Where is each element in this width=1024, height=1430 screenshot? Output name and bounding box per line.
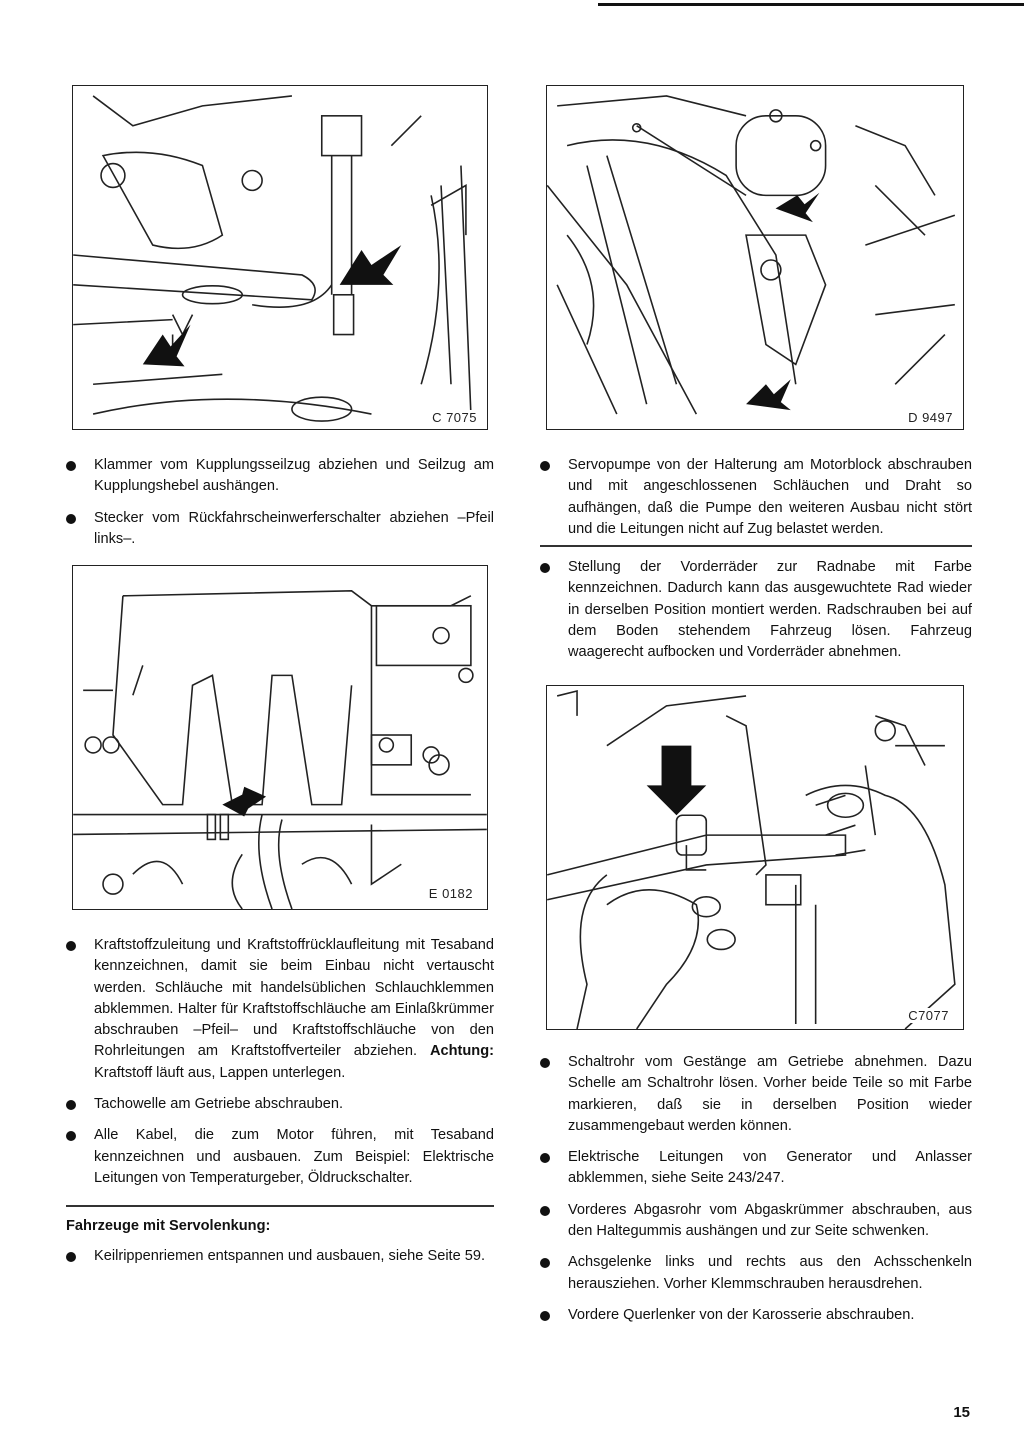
- right-text-block-2: [540, 557, 972, 663]
- list-item: Kraftstoffzuleitung und Kraftstoffrücklaufleitung mit Tesaband kennzeichnen, damit sie beim Einbau nicht vertauscht werden. Schläuche mit handelsüblichen Schlauchklemmen abklemmen. Halter für Kraftstoffschläuche am Einlaßkrümmer abschrauben –Pfeil– und Kraftstoffschläuche von den Rohrleitungen am Kraftstoffverteiler abziehen. Achtung: Kraftstoff läuft aus, Lappen unterlegen.: [66, 935, 494, 1084]
- bullet-icon: [540, 1258, 550, 1268]
- list-item: Keilrippenriemen entspannen und ausbauen, siehe Seite 59.: [66, 1246, 494, 1267]
- list-item: Servopumpe von der Halterung am Motorblock abschrauben und mit angeschlossenen Schläuchen und Draht so aufhängen, daß die Pumpe den weiteren Ausbau nicht stört und die Leitungen nicht auf Zug belastet werden.: [540, 455, 972, 540]
- section-heading: Fahrzeuge mit Servolenkung:: [66, 1218, 271, 1234]
- bullet-icon: [540, 1206, 550, 1216]
- list-item: Achsgelenke links und rechts aus den Achsschenkeln herausziehen. Vorher Klemmschrauben herausdrehen.: [540, 1252, 972, 1295]
- top-rule: [598, 3, 1024, 6]
- list-item: Elektrische Leitungen von Generator und Anlasser abklemmen, siehe Seite 243/247.: [540, 1147, 972, 1190]
- bullet-icon: [540, 1311, 550, 1321]
- bullet-icon: [66, 461, 76, 471]
- figure-code: E 0182: [428, 886, 473, 901]
- illustration-clutch-cable: [73, 86, 487, 429]
- list-item: Klammer vom Kupplungsseilzug abziehen und Seilzug am Kupplungshebel aushängen.: [66, 455, 494, 498]
- bullet-icon: [66, 1131, 76, 1141]
- section-divider: [540, 545, 972, 547]
- illustration-gearshift-rod: [547, 686, 963, 1029]
- left-text-block-2: [66, 935, 494, 1189]
- bullet-icon: [540, 1153, 550, 1163]
- left-text-block-3: [66, 1246, 494, 1267]
- bullet-icon: [66, 514, 76, 524]
- list-item: Stecker vom Rückfahrscheinwerferschalter abziehen –Pfeil links–.: [66, 508, 494, 551]
- page-number: 15: [953, 1404, 970, 1421]
- bullet-icon: [540, 461, 550, 471]
- list-item: Stellung der Vorderräder zur Radnabe mit Farbe kennzeichnen. Dadurch kann das ausgewuchtete Rad wieder in derselben Position montiert werden. Radschrauben bei auf dem Boden stehendem Fahrzeug lösen. Fahrzeug waagerecht aufbocken und Vorderräder abnehmen.: [540, 557, 972, 663]
- figure-code: C 7075: [432, 410, 477, 425]
- bullet-icon: [66, 1100, 76, 1110]
- bullet-icon: [66, 1252, 76, 1262]
- figure-code: D 9497: [908, 410, 953, 425]
- illustration-servo-pump: [547, 86, 963, 429]
- right-text-block-1: [540, 455, 972, 540]
- list-item: Vorderes Abgasrohr vom Abgaskrümmer abschrauben, aus den Haltegummis aushängen und zur Seite schwenken.: [540, 1200, 972, 1243]
- figure-e0182: [72, 565, 488, 910]
- list-item: Tachowelle am Getriebe abschrauben.: [66, 1094, 494, 1115]
- figure-c7077: [546, 685, 964, 1030]
- left-text-block-1: [66, 455, 494, 550]
- illustration-intake-manifold: [73, 566, 487, 909]
- bullet-icon: [540, 563, 550, 573]
- list-item: Alle Kabel, die zum Motor führen, mit Tesaband kennzeichnen und ausbauen. Zum Beispiel: Elektrische Leitungen von Temperaturgeber, Öldruckschalter.: [66, 1125, 494, 1189]
- bullet-icon: [66, 941, 76, 951]
- list-item: Schaltrohr vom Gestänge am Getriebe abnehmen. Dazu Schelle am Schaltrohr lösen. Vorher beide Teile so mit Farbe markieren, daß sie in derselben Position wieder zusammengebaut werden können.: [540, 1052, 972, 1137]
- bullet-icon: [540, 1058, 550, 1068]
- figure-code: C7077: [908, 1008, 949, 1023]
- right-text-block-3: [540, 1052, 972, 1326]
- section-divider: [66, 1205, 494, 1207]
- figure-c7075: [72, 85, 488, 430]
- figure-d9497: [546, 85, 964, 430]
- list-item: Vordere Querlenker von der Karosserie abschrauben.: [540, 1305, 972, 1326]
